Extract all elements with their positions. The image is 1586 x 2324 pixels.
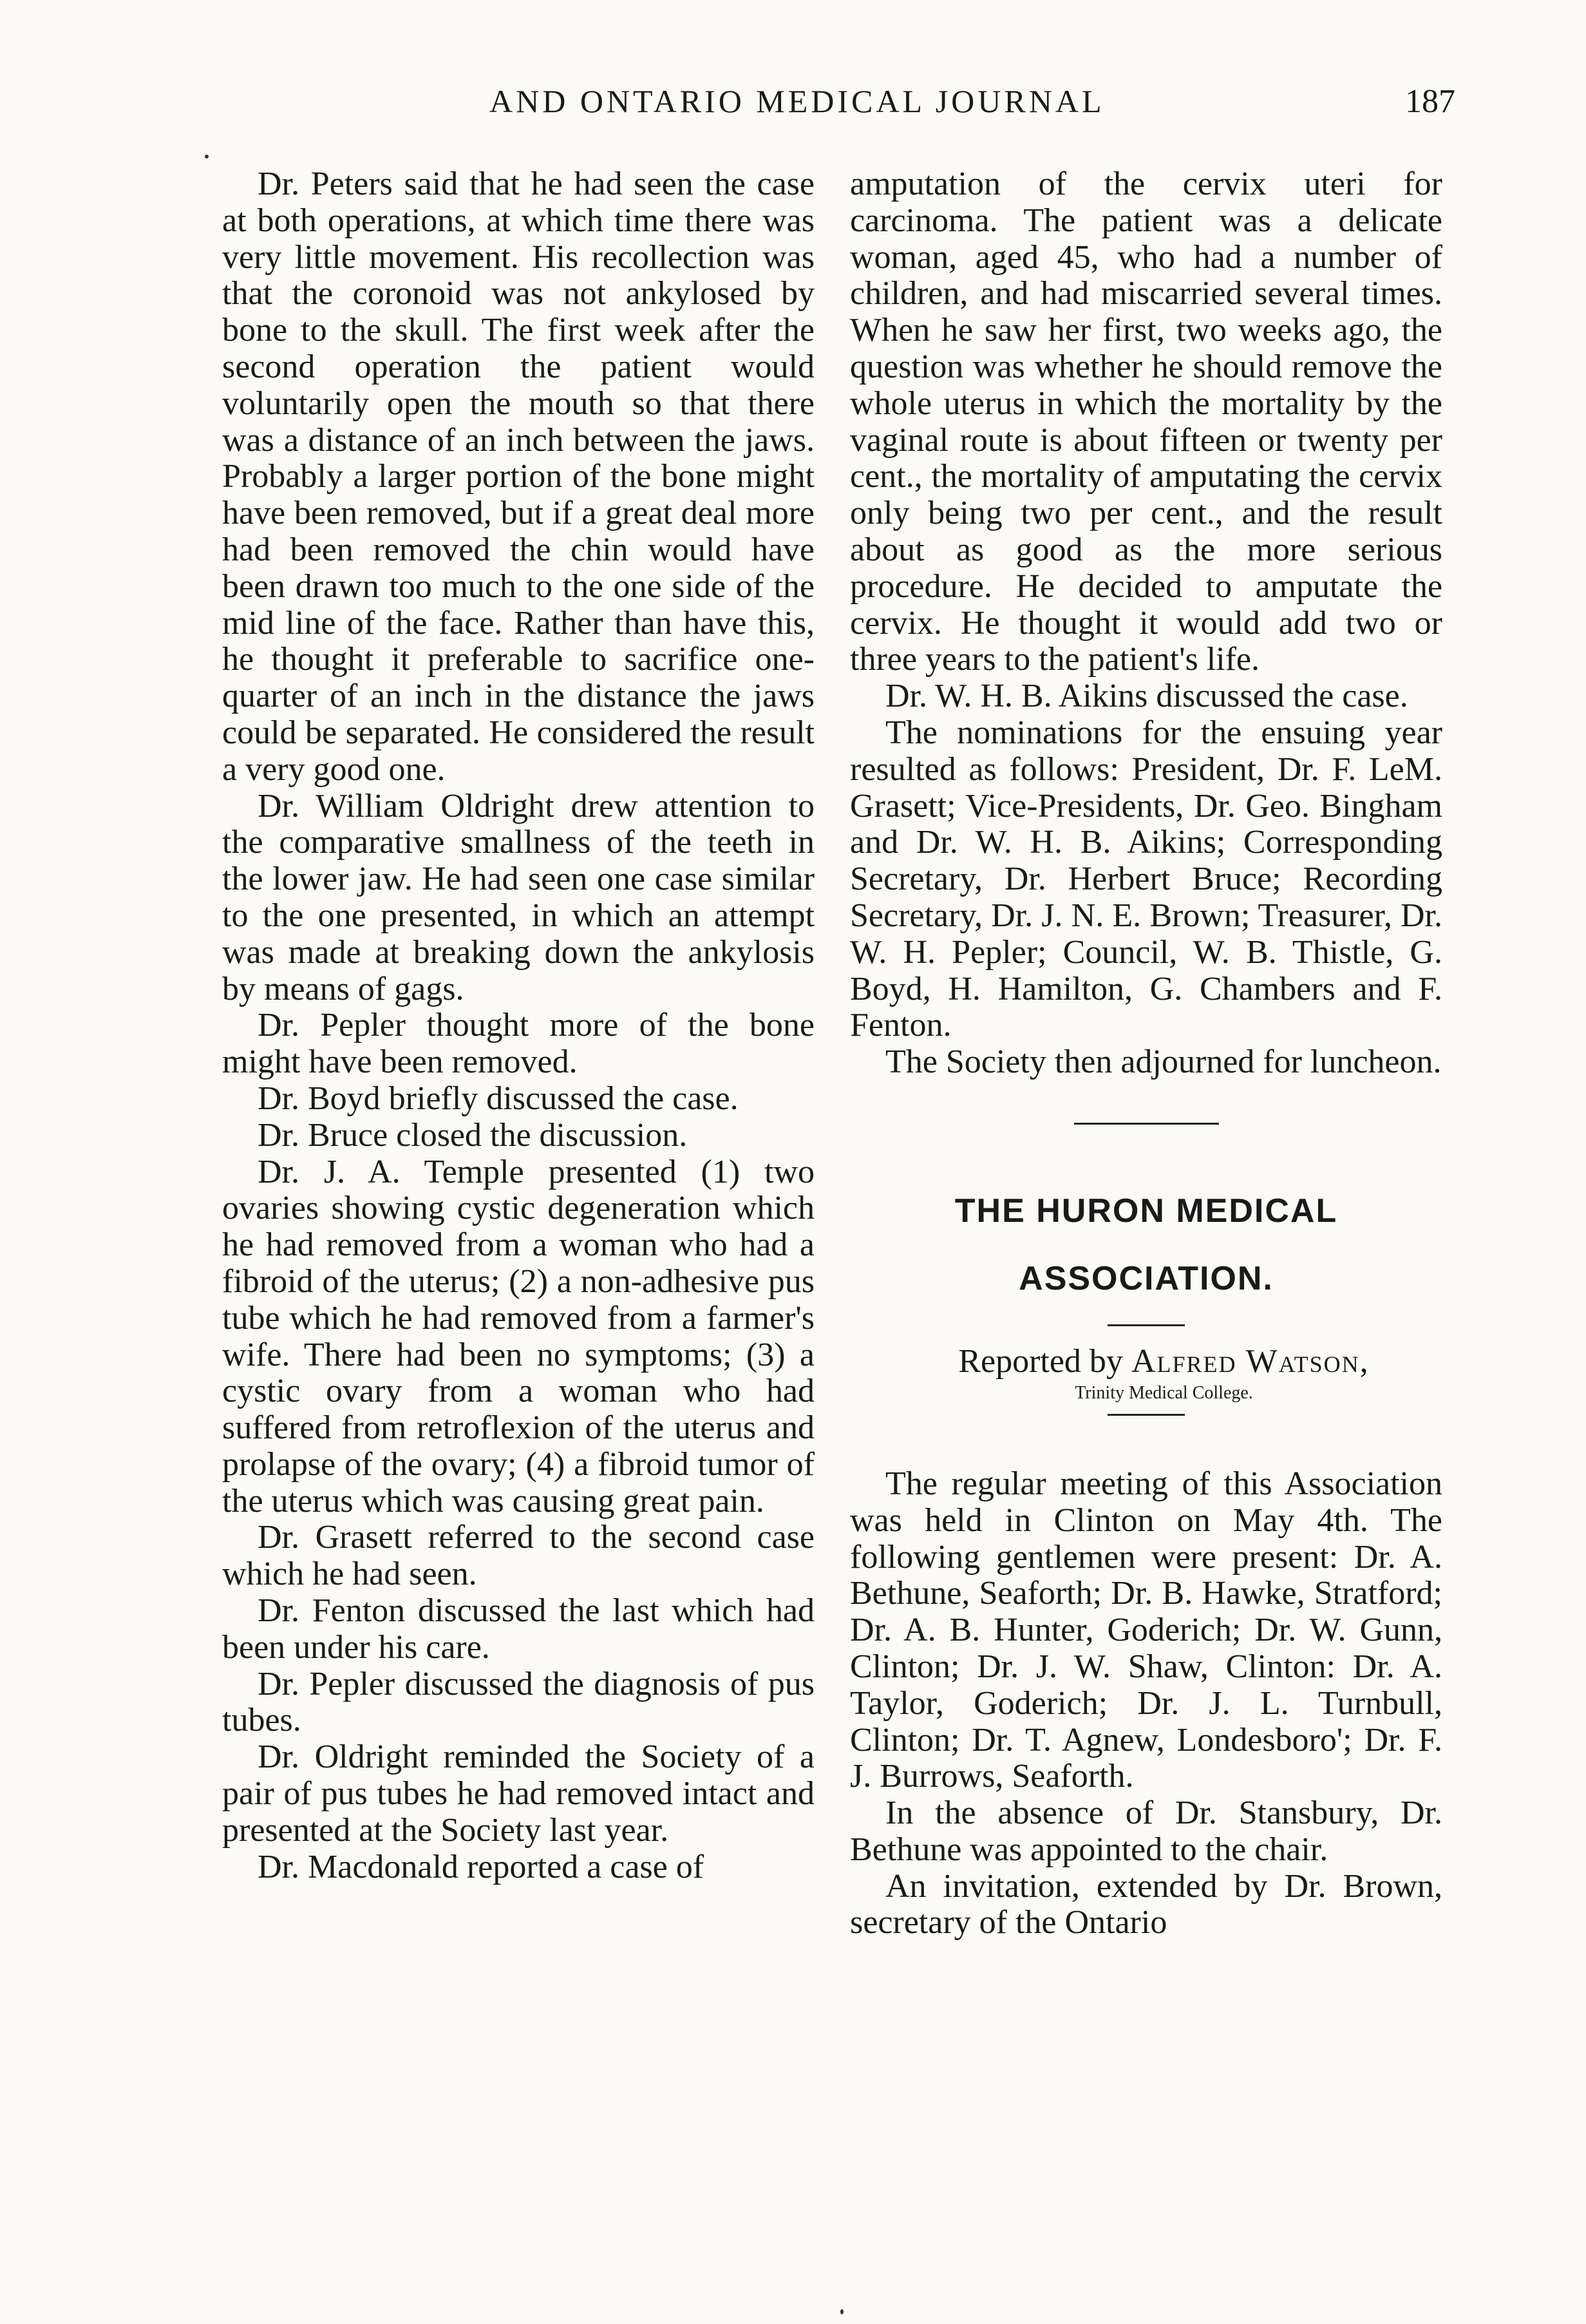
page-number: 187 [1405, 83, 1455, 120]
reporter-name: Alfred Watson, [1131, 1342, 1370, 1380]
running-head: AND ONTARIO MEDICAL JOURNAL [489, 83, 1105, 119]
stray-mark [840, 2309, 844, 2314]
paragraph: Dr. Oldright reminded the Society of a pair of pus tubes he had removed intact and presented at the Society last year. [222, 1738, 815, 1849]
paragraph: Dr. Boyd briefly discussed the case. [258, 1080, 739, 1117]
paragraph: Dr. Grasett referred to the second case which he had seen. [222, 1519, 815, 1593]
paragraph: Dr. Bruce closed the discussion. [258, 1116, 688, 1154]
paragraph: Dr. Macdonald reported a case of [258, 1848, 704, 1885]
reporter-affiliation: Trinity Medical College. [1075, 1382, 1253, 1403]
section-title-line-1: THE HURON MEDICAL [954, 1192, 1338, 1230]
section-title-line-2: ASSOCIATION. [1019, 1259, 1274, 1297]
paragraph: Dr. Peters said that he had seen the case at both operations, at which time there was very little movement. His recollection was that the coronoid was not ankylosed by bone to the skull. The first week after the second operation the patient would voluntarily open the mouth so that there was a distance of an inch between the jaws. Probably a larger portion of the bone might have been removed, but if a great deal more had been removed the chin would have been drawn too much to the one side of the mid line of the face. Rather than have this, he thought it preferable to sacrifice one-quarter of an inch in the distance the jaws could be separated. He considered the result a very good one. [222, 166, 815, 788]
paragraph: In the absence of Dr. Stansbury, Dr. Bethune was appointed to the chair. [850, 1795, 1442, 1868]
paragraph: Dr. Pepler thought more of the bone might have been removed. [222, 1007, 815, 1081]
paragraph-continuation: amputation of the cervix uteri for carcinoma. The patient was a delicate woman, aged 45, who had a number of children, and had miscarried several times. When he saw her first, two weeks ago, the question was whether he should remove the whole uterus in which the mortality by the vaginal route is about fifteen or twenty per cent., the mortality of amputating the cervix only being two per cent., and the result about as good as the more serious procedure. He decided to amputate the cervix. He thought it would add two or three years to the patient's life. [850, 166, 1442, 678]
right-column [850, 166, 1442, 1941]
paragraph: Dr. Pepler discussed the diagnosis of pus tubes. [222, 1665, 815, 1739]
paragraph: Dr. Fenton discussed the last which had been under his care. [222, 1592, 815, 1666]
byline [850, 1342, 1442, 1382]
paragraph: Dr. J. A. Temple presented (1) two ovaries showing cystic degeneration which he had removed from a woman who had a fibroid of the uterus; (2) a non-adhesive pus tube which he had removed from a farmer's wife. There had been no symptoms; (3) a cystic ovary from a woman who had suffered from retroflexion of the uterus and prolapse of the ovary; (4) a fibroid tumor of the uterus which was causing great pain. [222, 1153, 815, 1519]
paragraph: The Society then adjourned for luncheon. [885, 1043, 1442, 1081]
paragraph: The nominations for the ensuing year resulted as follows: President, Dr. F. LeM. Grasett; Vice-Presidents, Dr. Geo. Bingham and Dr. W. H. B. Aikins; Corresponding Secretary, Dr. Herbert Bruce; Recording Secretary, Dr. J. N. E. Brown; Treasurer, Dr. W. H. Pepler; Council, W. B. Thistle, G. Boyd, H. Hamilton, G. Chambers and F. Fenton. [850, 714, 1442, 1044]
paragraph: Dr. W. H. B. Aikins discussed the case. [885, 678, 1408, 715]
paragraph: Dr. William Oldright drew attention to the comparative smallness of the teeth in the lower jaw. He had seen one case similar to the one presented, in which an attempt was made at breaking down the ankylosis by means of gags. [222, 787, 815, 1007]
paragraph: An invitation, extended by Dr. Brown, secretary of the Ontario [850, 1867, 1442, 1941]
left-column [222, 166, 815, 1885]
byline-prefix: Reported by [958, 1342, 1131, 1380]
page-header [489, 82, 1455, 140]
section-divider [1074, 1123, 1219, 1125]
title-rule [1108, 1324, 1185, 1326]
stray-mark [205, 155, 209, 158]
byline-rule [1108, 1414, 1185, 1416]
paragraph: The regular meeting of this Association was held in Clinton on May 4th. The following gentlemen were present: Dr. A. Bethune, Seaforth; Dr. B. Hawke, Stratford; Dr. A. B. Hunter, Goderich; Dr. W. Gunn, Clinton; Dr. J. W. Shaw, Clinton: Dr. A. Taylor, Goderich; Dr. J. L. Turnbull, Clinton; Dr. T. Agnew, Londesboro'; Dr. F. J. Burrows, Seaforth. [850, 1465, 1442, 1795]
